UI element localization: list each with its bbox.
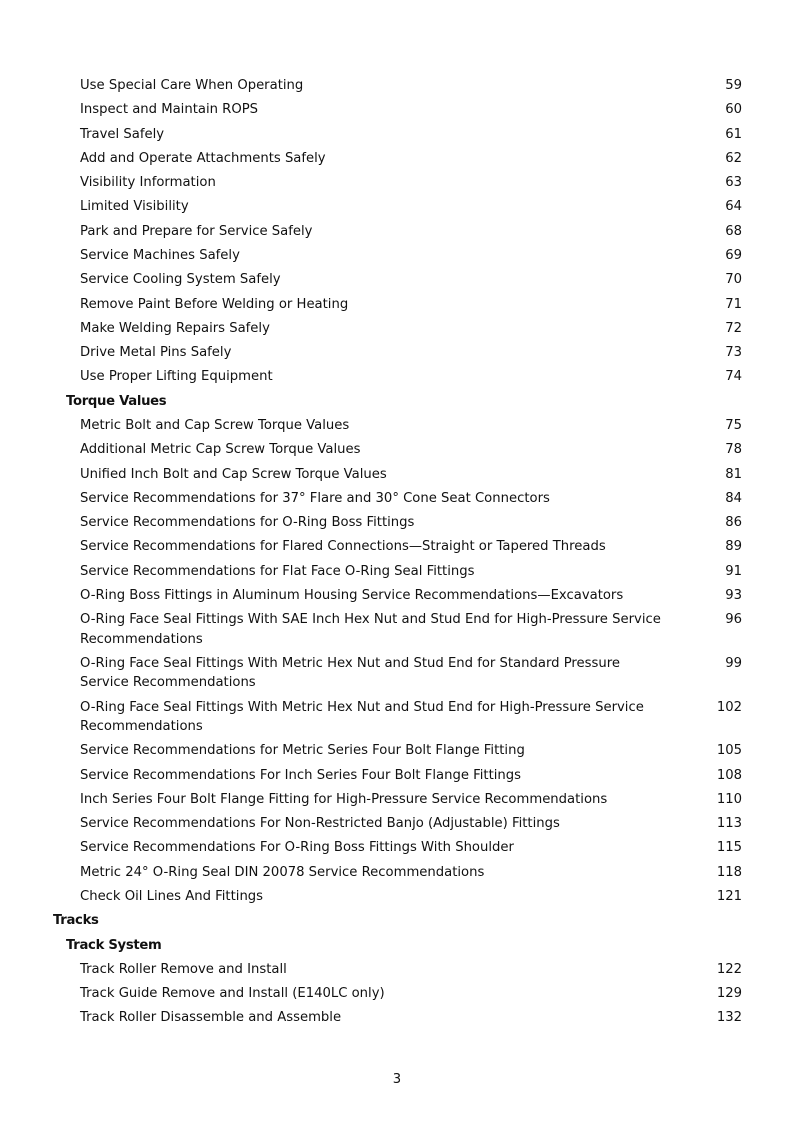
toc-entry-page: 61 [725,126,742,142]
toc-entry-title: Travel Safely [80,126,165,142]
toc-entry-title: Service Cooling System Safely [80,272,281,288]
toc-entry[interactable] [0,610,794,649]
toc-entry-title: Service Recommendations For Inch Series Four Bolt Flange Fittings [80,767,522,783]
toc-entry-title: Park and Prepare for Service Safely [80,223,313,239]
toc-entry-title: Track Guide Remove and Install (E140LC only) [80,986,385,1002]
toc-entry-title: Service Recommendations for Flat Face O-Ring Seal Fittings [80,563,475,579]
toc-entry-page: 99 [725,655,742,671]
toc-entry-title: O-Ring Face Seal Fittings With Metric Hex Nut and Stud End for High-Pressure Service Recommendations [80,699,644,734]
toc-entry-title: Add and Operate Attachments Safely [80,150,326,166]
toc-entry-title: O-Ring Boss Fittings in Aluminum Housing Service Recommendations—Excavators [80,587,624,603]
toc-entry[interactable] [0,513,794,532]
toc-entry-title: Metric Bolt and Cap Screw Torque Values [80,417,350,433]
toc-entry-page: 74 [725,369,742,385]
toc-entry-title: Additional Metric Cap Screw Torque Values [80,442,361,458]
toc-entry-page: 129 [716,986,742,1002]
toc-entry[interactable] [0,367,794,386]
toc-entry[interactable] [0,814,794,833]
toc-entry[interactable] [0,173,794,192]
toc-entry[interactable] [0,343,794,362]
toc-chapter-heading[interactable] [0,911,794,930]
toc-entry-title: Make Welding Repairs Safely [80,320,270,336]
toc-entry[interactable] [0,440,794,459]
toc-entry[interactable] [0,149,794,168]
toc-entry[interactable] [0,465,794,484]
toc-entry[interactable] [0,537,794,556]
toc-entry[interactable] [0,741,794,760]
toc-entry[interactable] [0,197,794,216]
toc-entry-page: 132 [716,1010,742,1026]
toc-entry-title: Service Recommendations For O-Ring Boss Fittings With Shoulder [80,840,514,856]
toc-entry-title: Service Recommendations For Non-Restricted Banjo (Adjustable) Fittings [80,816,560,832]
toc-entry-page: 63 [725,175,742,191]
toc-section-heading[interactable] [0,936,794,955]
toc-entry-page: 118 [716,864,742,880]
toc-entry[interactable] [0,295,794,314]
toc-entry-page: 89 [725,539,742,555]
toc-entry[interactable] [0,125,794,144]
toc-entry-page: 71 [725,296,742,312]
toc-entry[interactable] [0,416,794,435]
toc-section-heading[interactable] [0,392,794,411]
toc-entry-title: Remove Paint Before Welding or Heating [80,296,349,312]
toc-entry[interactable] [0,246,794,265]
toc-entry[interactable] [0,654,794,693]
toc-entry[interactable] [0,790,794,809]
toc-entry-page: 96 [725,612,742,628]
toc-entry-title: O-Ring Face Seal Fittings With Metric Hex Nut and Stud End for Standard Pressure Service Recommendations [80,655,621,691]
toc-entry-page: 84 [725,490,742,506]
toc-entry-title: Tracks [53,913,99,929]
toc-entry-page: 72 [725,320,742,336]
toc-entry-page: 75 [725,417,742,433]
toc-entry[interactable] [0,887,794,906]
toc-entry-title: Limited Visibility [80,199,189,215]
table-of-contents [0,76,794,1033]
toc-entry-title: Track Roller Disassemble and Assemble [80,1010,342,1026]
toc-entry-title: O-Ring Face Seal Fittings With SAE Inch Hex Nut and Stud End for High-Pressure Service Recommendations [80,612,661,647]
toc-entry[interactable] [0,960,794,979]
toc-entry[interactable] [0,586,794,605]
toc-entry-page: 110 [716,791,742,807]
toc-entry[interactable] [0,984,794,1003]
toc-entry-title: Track Roller Remove and Install [80,961,287,977]
toc-entry-page: 78 [725,442,742,458]
toc-entry-title: Check Oil Lines And Fittings [80,888,264,904]
toc-entry[interactable] [0,489,794,508]
toc-entry-page: 68 [725,223,742,239]
toc-entry-title: Drive Metal Pins Safely [80,345,232,361]
toc-entry[interactable] [0,76,794,95]
toc-entry-page: 102 [716,699,742,715]
toc-entry-title: Unified Inch Bolt and Cap Screw Torque Values [80,466,387,482]
toc-entry[interactable] [0,222,794,241]
toc-entry-page: 121 [716,888,742,904]
toc-entry[interactable] [0,100,794,119]
toc-entry-title: Inch Series Four Bolt Flange Fitting for High-Pressure Service Recommendations [80,791,608,807]
toc-entry-title: Use Special Care When Operating [80,78,304,93]
toc-entry-title: Track System [66,937,162,953]
toc-entry-page: 70 [725,272,742,288]
toc-entry-title: Service Recommendations for Flared Connections—Straight or Tapered Threads [80,539,606,555]
toc-entry-title: Inspect and Maintain ROPS [80,102,259,118]
toc-entry-title: Torque Values [66,393,167,409]
toc-entry-page: 81 [725,466,742,482]
toc-entry-page: 91 [725,563,742,579]
toc-entry-page: 113 [716,816,742,832]
page-number: 3 [392,1072,402,1087]
toc-entry-page: 122 [716,961,742,977]
toc-entry[interactable] [0,270,794,289]
toc-entry-page: 64 [725,199,742,215]
toc-entry[interactable] [0,766,794,785]
toc-entry-title: Service Recommendations for O-Ring Boss Fittings [80,515,415,531]
toc-entry-page: 69 [725,247,742,263]
toc-entry[interactable] [0,838,794,857]
toc-entry[interactable] [0,319,794,338]
toc-entry-page: 105 [716,743,742,759]
toc-entry-title: Service Recommendations for 37° Flare and 30° Cone Seat Connectors [80,490,550,506]
toc-entry-title: Service Recommendations for Metric Series Four Bolt Flange Fitting [80,743,525,759]
toc-entry[interactable] [0,1008,794,1027]
toc-entry-title: Service Machines Safely [80,247,240,263]
toc-entry[interactable] [0,698,794,737]
toc-entry-page: 115 [716,840,742,856]
toc-entry-page: 73 [725,345,742,361]
toc-entry-title: Metric 24° O-Ring Seal DIN 20078 Service Recommendations [80,864,485,880]
toc-entry-page: 60 [725,102,742,118]
toc-entry-page: 93 [725,587,742,603]
toc-entry-page: 86 [725,515,742,531]
toc-entry-title: Visibility Information [80,175,216,191]
toc-entry-page: 108 [716,767,742,783]
toc-entry[interactable] [0,562,794,581]
toc-entry[interactable] [0,863,794,882]
toc-entry-page: 62 [725,150,742,166]
toc-entry-page: 59 [725,78,742,93]
toc-entry-title: Use Proper Lifting Equipment [80,369,273,385]
